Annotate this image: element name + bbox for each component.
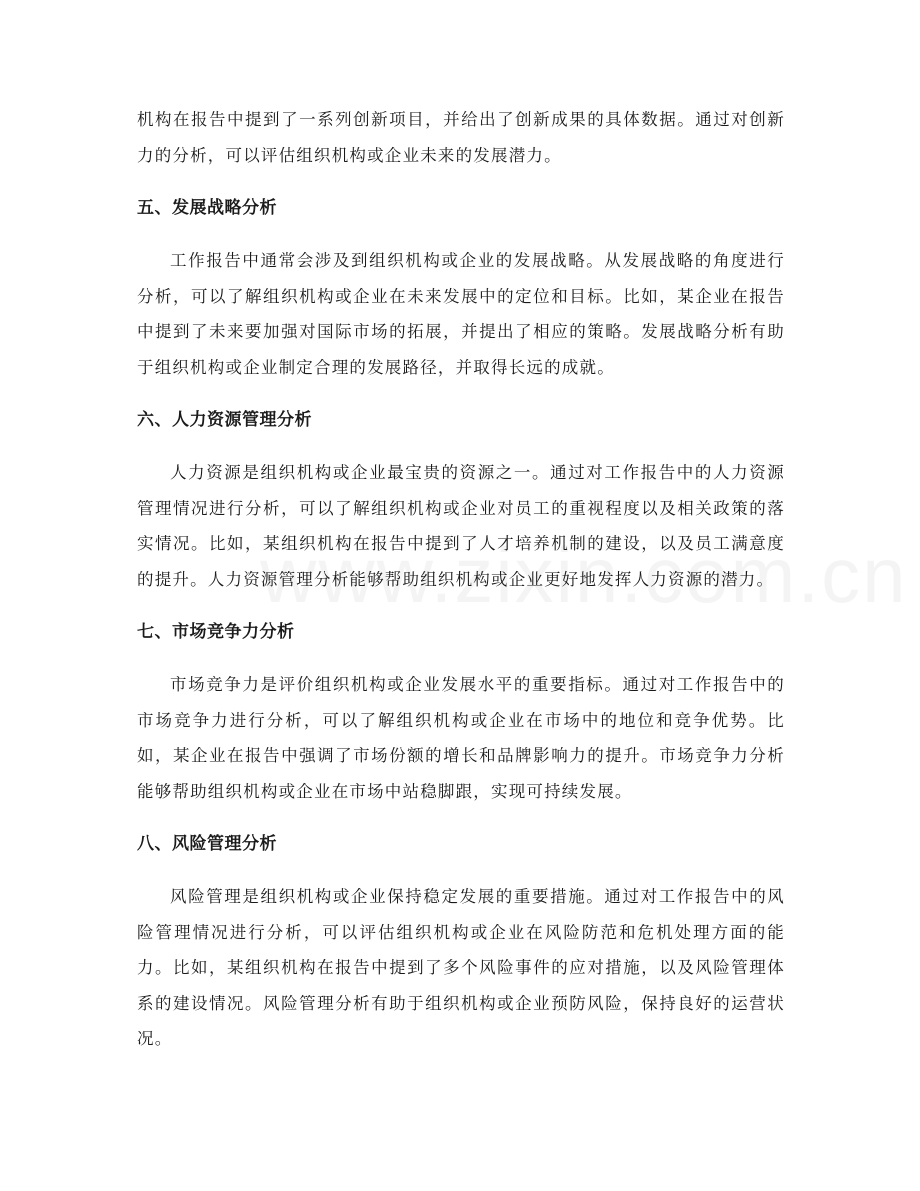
document-body (137, 102, 785, 1057)
section-body-development-strategy: 工作报告中通常会涉及到组织机构或企业的发展战略。从发展战略的角度进行分析，可以了解组织机构或企业在未来发展中的定位和目标。比如，某企业在报告中提到了未来要加强对国际市场的拓展，并提出了相应的策略。发展战略分析有助于组织机构或企业制定合理的发展路径，并取得长远的成就。 (137, 251, 785, 377)
intro-paragraph: 机构在报告中提到了一系列创新项目，并给出了创新成果的具体数据。通过对创新力的分析，可以评估组织机构或企业未来的发展潜力。 (137, 110, 785, 165)
section-body-risk-management: 风险管理是组织机构或企业保持稳定发展的重要措施。通过对工作报告中的风险管理情况进行分析，可以评估组织机构或企业在风险防范和危机处理方面的能力。比如，某组织机构在报告中提到了多个风险事件的应对措施，以及风险管理体系的建设情况。风险管理分析有助于组织机构或企业预防风险，保持良好的运营状况。 (137, 887, 785, 1048)
section-heading-human-resources: 六、人力资源管理分析 (137, 410, 312, 430)
section-body-market-competitiveness: 市场竞争力是评价组织机构或企业发展水平的重要指标。通过对工作报告中的市场竞争力进行分析，可以了解组织机构或企业在市场中的地位和竞争优势。比如，某企业在报告中强调了市场份额的增长和品牌影响力的提升。市场竞争力分析能够帮助组织机构或企业在市场中站稳脚跟，实现可持续发展。 (137, 675, 785, 801)
section-body-human-resources: 人力资源是组织机构或企业最宝贵的资源之一。通过对工作报告中的人力资源管理情况进行分析，可以了解组织机构或企业对员工的重视程度以及相关政策的落实情况。比如，某组织机构在报告中提到了人才培养机制的建设，以及员工满意度的提升。人力资源管理分析能够帮助组织机构或企业更好地发挥人力资源的潜力。 (137, 463, 785, 589)
section-heading-risk-management: 八、风险管理分析 (137, 834, 277, 854)
section-heading-development-strategy: 五、发展战略分析 (137, 198, 277, 218)
section-heading-market-competitiveness: 七、市场竞争力分析 (137, 622, 295, 642)
